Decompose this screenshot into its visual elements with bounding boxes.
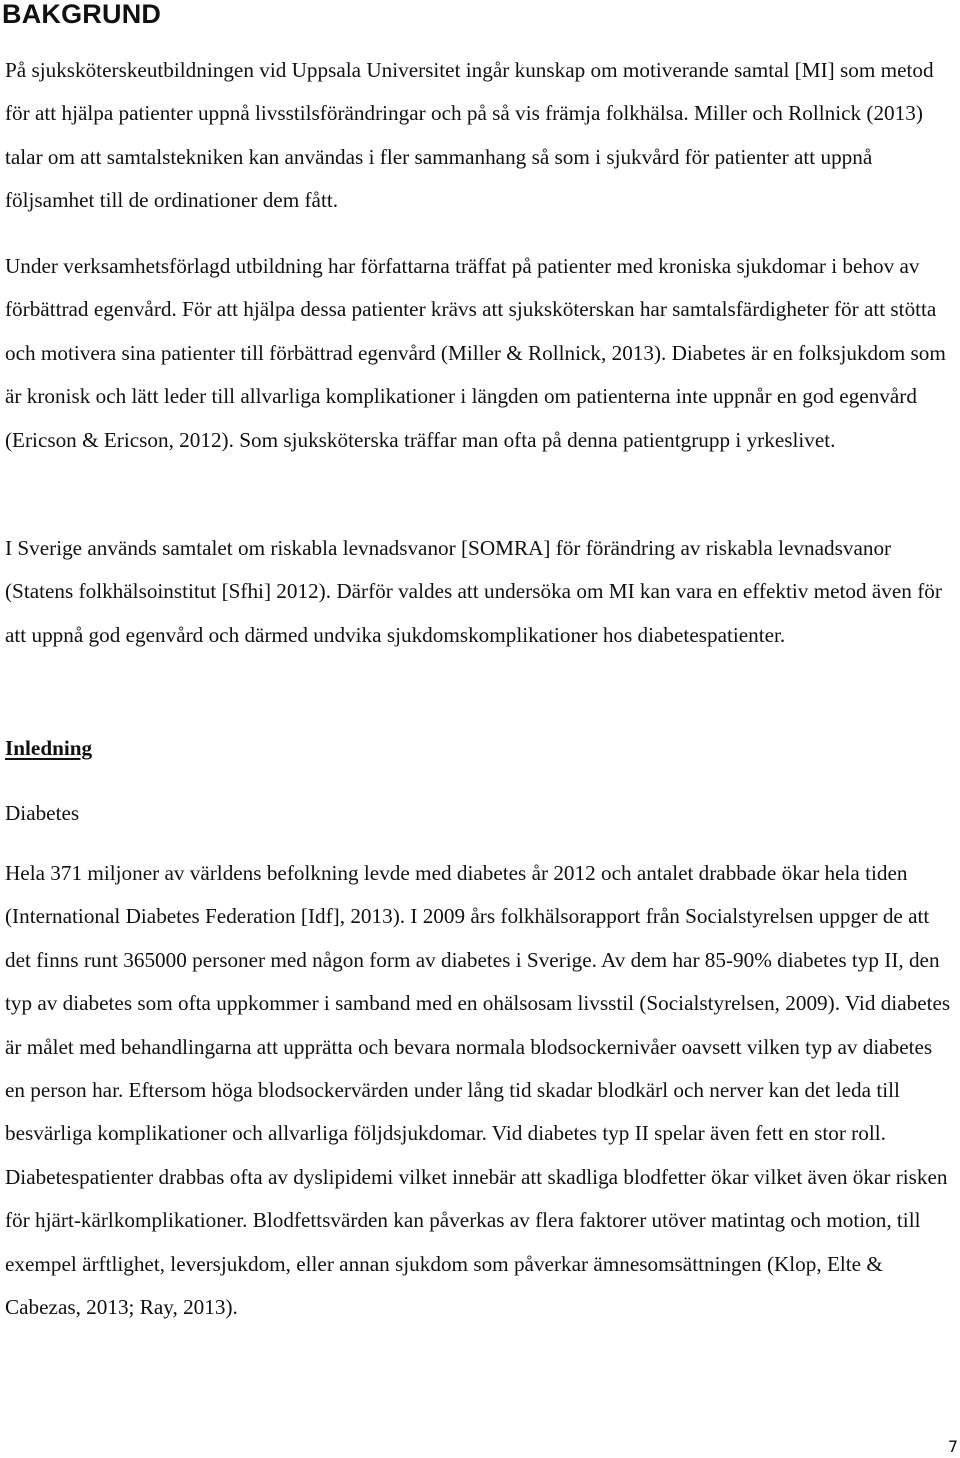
page-number: 7 [947,1437,958,1456]
paragraph-practice: Under verksamhetsförlagd utbildning har författarna träffat på patienter med kroniska sjukdomar i behov av förbättrad egenvård. För att hjälpa dessa patienter krävs att sjuksköterskan har samtalsfärdigheter för att stötta och motivera sina patienter till förbättrad egenvård (Miller & Rollnick, 2013). Diabetes är en folksjukdom som är kronisk och lätt leder till allvarliga komplikationer i längden om patienterna inte uppnår en god egenvård (Ericson & Ericson, 2012). Som sjuksköterska träffar man ofta på denna patientgrupp i yrkeslivet. [5,254,946,452]
subsection-heading-diabetes: Diabetes [5,801,80,825]
section-heading-bakgrund: BAKGRUND [2,0,162,29]
paragraph-intro: På sjuksköterskeutbildningen vid Uppsala Universitet ingår kunskap om motiverande samtal [MI] som metod för att hjälpa patienter uppnå livsstilsförändringar och på så vis främja folkhälsa. Miller och Rollnick (2013) talar om att samtalstekniken kan användas i fler sammanhang så som i sjukvård för patienter att uppnå följsamhet till de ordinationer dem fått. [5,58,934,213]
section-heading-inledning: Inledning [5,736,93,760]
paragraph-somra: I Sverige används samtalet om riskabla levnadsvanor [SOMRA] för förändring av riskabla levnadsvanor (Statens folkhälsoinstitut [Sfhi] 2012). Därför valdes att undersöka om MI kan vara en effektiv metod även för att uppnå god egenvård och därmed undvika sjukdomskomplikationer hos diabetespatienter. [5,536,942,647]
paragraph-diabetes: Hela 371 miljoner av världens befolkning levde med diabetes år 2012 och antalet drabbade ökar hela tiden (International Diabetes Federation [Idf], 2013). I 2009 års folkhälsorapport från Socialstyrelsen uppger de att det finns runt 365000 personer med någon form av diabetes i Sverige. Av dem har 85-90% diabetes typ II, den typ av diabetes som ofta uppkommer i samband med en ohälsosam livsstil (Socialstyrelsen, 2009). Vid diabetes är målet med behandlingarna att upprätta och bevara normala blodsockernivåer oavsett vilken typ av diabetes en person har. Eftersom höga blodsockervärden under lång tid skadar blodkärl och nerver kan det leda till besvärliga komplikationer och allvarliga följdsjukdomar. Vid diabetes typ II spelar även fett en stor roll. Diabetespatienter drabbas ofta av dyslipidemi vilket innebär att skadliga blodfetter ökar vilket även ökar risken för hjärt-kärlkomplikationer. Blodfettsvärden kan påverkas av flera faktorer utöver matintag och motion, till exempel ärftlighet, leversjukdom, eller annan sjukdom som påverkar ämnesomsättningen (Klop, Elte & Cabezas, 2013; Ray, 2013). [5,861,951,1320]
